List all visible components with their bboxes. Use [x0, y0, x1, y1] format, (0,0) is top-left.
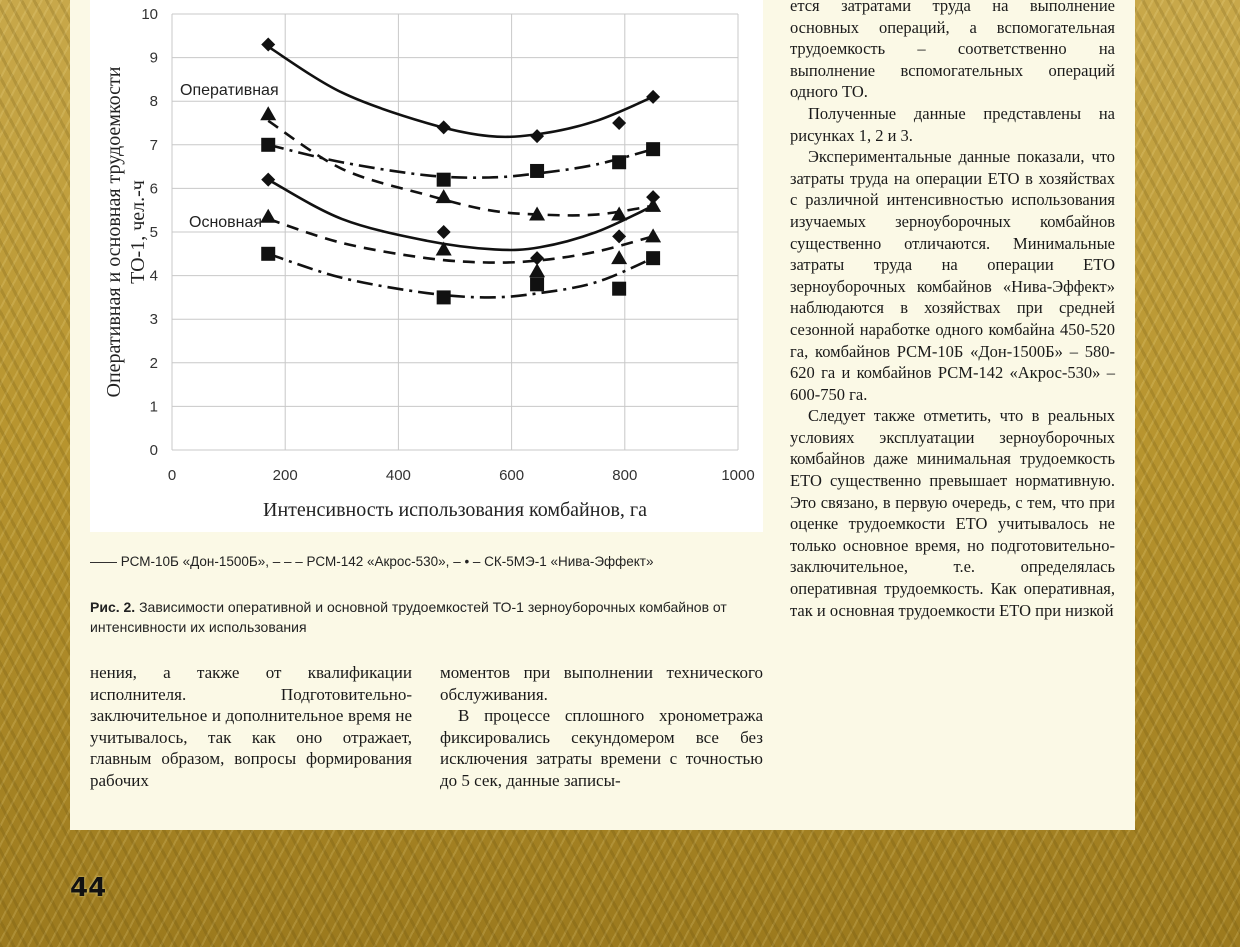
- y-tick-label: 8: [149, 93, 158, 111]
- article-panel: [70, 0, 1135, 830]
- annotation-basic: Основная: [189, 214, 263, 231]
- data-point-diamond: [530, 251, 544, 265]
- data-point-triangle: [645, 228, 661, 242]
- chart-svg: [90, 0, 763, 532]
- x-tick-label: 400: [385, 467, 411, 484]
- data-point-square: [646, 142, 660, 156]
- data-point-diamond: [261, 173, 275, 187]
- data-point-triangle: [260, 106, 276, 120]
- y-tick-label: 3: [149, 311, 158, 329]
- paragraph: моментов при выполнении технического обслуживания.: [440, 663, 763, 704]
- series-fit-line: [268, 47, 653, 137]
- text-column-3: [790, 0, 1115, 621]
- data-point-diamond: [646, 190, 660, 204]
- y-tick-label: 7: [149, 136, 158, 154]
- data-point-diamond: [612, 229, 626, 243]
- y-tick-label: 4: [149, 267, 158, 285]
- y-axis-label: Оперативная и основная трудоемкости: [103, 66, 125, 398]
- y-tick-label: 1: [149, 398, 158, 416]
- data-point-diamond: [646, 90, 660, 104]
- data-point-square: [261, 247, 275, 261]
- data-point-square: [437, 173, 451, 187]
- y-tick-label: 9: [149, 49, 158, 67]
- paragraph: Следует также отметить, что в реальных условиях эксплуатации зерноуборочных комбайнов даже минимальная трудоемкость ЕТО существенно превышает нормативную. Это связано, в первую очередь, с тем, что при оценке трудоемкости ЕТО учитывалось не только основное время, но подготовительно-заключительное, т.е. определялась оперативная трудоемкость. Как оперативная, так и основная трудоемкости ЕТО при низкой: [790, 406, 1115, 620]
- y-tick-label: 6: [149, 180, 158, 198]
- data-point-square: [437, 290, 451, 304]
- x-tick-label: 600: [499, 467, 525, 484]
- text-column-1: [90, 662, 412, 791]
- paragraph: нения, а также от квалификации исполнителя. Подготовительно-заключительное и дополнительное время не учитывалось, так как оно отражает, главным образом, вопросы формирования рабочих: [90, 663, 412, 790]
- caption-label: Рис. 2.: [90, 599, 136, 615]
- data-point-diamond: [437, 120, 451, 134]
- series-fit-line: [268, 121, 653, 216]
- data-point-triangle: [529, 263, 545, 277]
- paragraph: ется затратами труда на выполнение основных операций, а вспомогательная трудоемкость – соответственно на выполнение вспомогательных операций одного ТО.: [790, 0, 1115, 102]
- data-point-diamond: [530, 129, 544, 143]
- y-tick-label: 0: [149, 442, 158, 459]
- page-number: 44: [70, 873, 107, 903]
- y-tick-label: 10: [141, 6, 158, 23]
- caption-text: Зависимости оперативной и основной трудоемкостей ТО-1 зерноуборочных комбайнов от интенсивности их использования: [90, 599, 727, 635]
- text-column-2: [440, 662, 763, 791]
- x-axis-label: Интенсивность использования комбайнов, га: [263, 499, 647, 521]
- x-tick-label: 0: [167, 467, 177, 484]
- paragraph: Экспериментальные данные показали, что затраты труда на операции ЕТО в хозяйствах с различной интенсивностью использования изучаемых зерноуборочных комбайнов существенно отличаются. Минимальные затраты труда на операции ЕТО зерноуборочных комбайнов «Нива-Эффект» наблюдаются в хозяйствах при средней сезонной наработке одного комбайна 450-520 га, комбайнов РСМ-10Б «Дон-1500Б» – 580-620 га и комбайнов РСМ-142 «Акрос-530» – 600-750 га.: [790, 147, 1115, 404]
- data-point-square: [261, 138, 275, 152]
- data-point-triangle: [436, 189, 452, 203]
- series-fit-line: [268, 219, 653, 263]
- annotation-operative: Оперативная: [180, 82, 279, 99]
- x-tick-label: 200: [272, 467, 298, 484]
- figure-caption: [90, 597, 770, 637]
- chart-legend: —— РСМ-10Б «Дон-1500Б», – – – РСМ-142 «Акрос-530», – • – СК-5МЭ-1 «Нива-Эффект»: [90, 554, 654, 569]
- x-tick-label: 800: [612, 467, 638, 484]
- data-point-diamond: [612, 116, 626, 130]
- data-point-square: [530, 277, 544, 291]
- data-point-square: [612, 155, 626, 169]
- y-axis-label-units: ТО-1, чел.-ч: [127, 180, 149, 284]
- figure-chart: [90, 0, 763, 532]
- y-tick-label: 5: [149, 224, 158, 241]
- data-point-square: [646, 251, 660, 265]
- data-point-diamond: [437, 225, 451, 239]
- data-point-square: [530, 164, 544, 178]
- x-tick-label: 1000: [721, 467, 755, 484]
- paragraph: В процессе сплошного хронометража фиксировались секундомером все без исключения затраты времени с точностью до 5 сек, данные записы-: [440, 706, 763, 790]
- data-point-triangle: [260, 209, 276, 223]
- paragraph: Полученные данные представлены на рисунках 1, 2 и 3.: [790, 103, 1115, 145]
- y-tick-label: 2: [149, 354, 158, 372]
- data-point-square: [612, 282, 626, 296]
